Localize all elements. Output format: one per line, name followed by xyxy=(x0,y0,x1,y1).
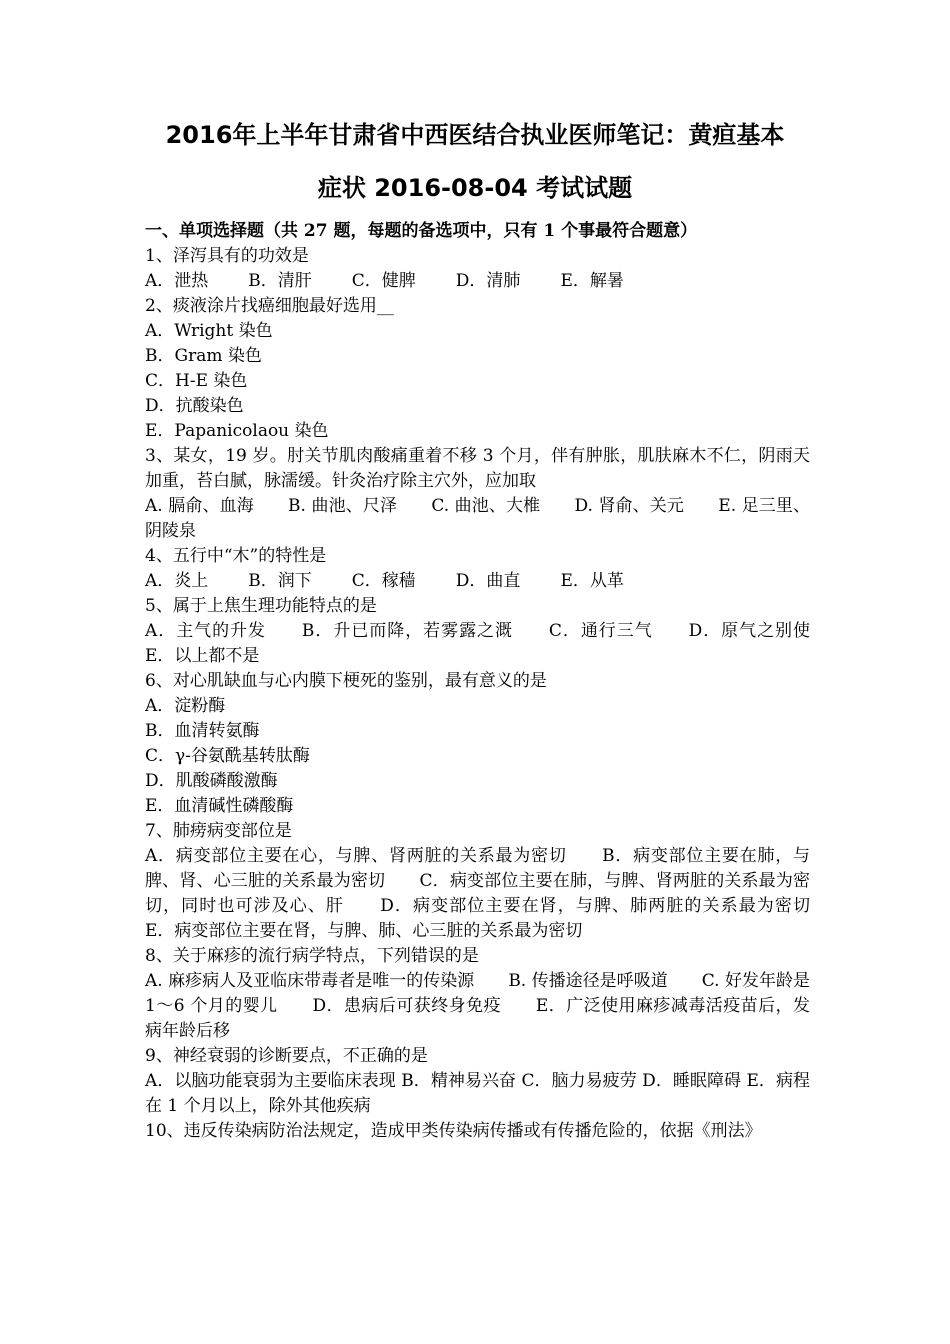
question-5-options: A．主气的升发 B．升已而降，若雾露之溉 C．通行三气 D．原气之别使 E．以上都不是 xyxy=(145,621,844,666)
question-3-stem: 3、某女，19 岁。肘关节肌肉酸痛重着不移 3 个月，伴有肿胀，肌肤麻木不仁，阴雨天加重，苔白腻，脉濡缓。针灸治疗除主穴外，应加取 xyxy=(145,446,810,491)
question-9-options: A．以脑功能衰弱为主要临床表现 B．精神易兴奋 C．脑力易疲劳 D．睡眠障碍 E．病程在 1 个月以上，除外其他疾病 xyxy=(145,1071,810,1116)
option-b: B．润下 xyxy=(248,571,312,591)
question-5-stem: 5、属于上焦生理功能特点的是 xyxy=(145,596,377,616)
question-1-stem: 1、泽泻具有的功效是 xyxy=(145,246,309,266)
option-d: D．清肺 xyxy=(455,271,521,291)
option-e: E．Papanicolaou 染色 xyxy=(145,421,329,441)
question-8-stem: 8、关于麻疹的流行病学特点，下列错误的是 xyxy=(145,946,479,966)
question-1-options xyxy=(145,269,810,294)
question-6-stem: 6、对心肌缺血与心内膜下梗死的鉴别，最有意义的是 xyxy=(145,671,547,691)
question-4-options xyxy=(145,569,810,594)
option-e: E．从革 xyxy=(560,571,624,591)
option-e: E．血清碱性磷酸酶 xyxy=(145,796,294,816)
question-8-options: A. 麻疹病人及亚临床带毒者是唯一的传染源 B. 传播途径是呼吸道 C. 好发年龄是 1～6 个月的婴儿 D．患病后可获终身免疫 E．广泛使用麻疹减毒活疫苗后，发病年龄后移 xyxy=(145,971,810,1041)
option-a: A．Wright 染色 xyxy=(145,321,273,341)
option-c: C．γ-谷氨酰基转肽酶 xyxy=(145,746,310,766)
option-c: C．健脾 xyxy=(351,271,416,291)
option-b: B．Gram 染色 xyxy=(145,346,262,366)
question-9-stem: 9、神经衰弱的诊断要点，不正确的是 xyxy=(145,1046,428,1066)
option-d: D．肌酸磷酸激酶 xyxy=(145,771,278,791)
document-title-line1: 2016年上半年甘肃省中西医结合执业医师笔记：黄疸基本 xyxy=(165,121,785,149)
document-title-line2: 症状 2016-08-04 考试试题 xyxy=(317,174,633,202)
option-c: C．H-E 染色 xyxy=(145,371,248,391)
option-c: C．稼穑 xyxy=(351,571,416,591)
question-7-stem: 7、肺痨病变部位是 xyxy=(145,821,292,841)
option-d: D．曲直 xyxy=(455,571,521,591)
option-a: A．淀粉酶 xyxy=(145,696,226,716)
question-2-stem: 2、痰液涂片找癌细胞最好选用__ xyxy=(145,296,394,316)
question-10-stem: 10、违反传染病防治法规定，造成甲类传染病传播或有传播危险的，依据《刑法》 xyxy=(145,1121,762,1141)
question-7-options: A．病变部位主要在心，与脾、肾两脏的关系最为密切 B．病变部位主要在肺，与脾、肾、心三脏的关系最为密切 C．病变部位主要在肺，与脾、肾两脏的关系最为密切，同时也可涉及心、肝 D．病变部位主要在肾，与脾、肺两脏的关系最为密切 E．病变部位主要在肾，与脾、肺、心三脏的关系最为密切 xyxy=(145,846,844,941)
option-a: A．炎上 xyxy=(145,571,209,591)
option-a: A．泄热 xyxy=(145,271,209,291)
option-b: B．血清转氨酶 xyxy=(145,721,260,741)
option-e: E．解暑 xyxy=(560,271,624,291)
question-3-options: A. 膈俞、血海 B. 曲池、尺泽 C. 曲池、大椎 D. 肾俞、关元 E. 足三里、阴陵泉 xyxy=(145,496,810,541)
option-b: B．清肝 xyxy=(248,271,312,291)
question-4-stem: 4、五行中“木”的特性是 xyxy=(145,546,327,566)
section-heading: 一、单项选择题（共 27 题，每题的备选项中，只有 1 个事最符合题意） xyxy=(145,221,698,241)
option-d: D．抗酸染色 xyxy=(145,396,244,416)
document-body xyxy=(145,219,844,1144)
